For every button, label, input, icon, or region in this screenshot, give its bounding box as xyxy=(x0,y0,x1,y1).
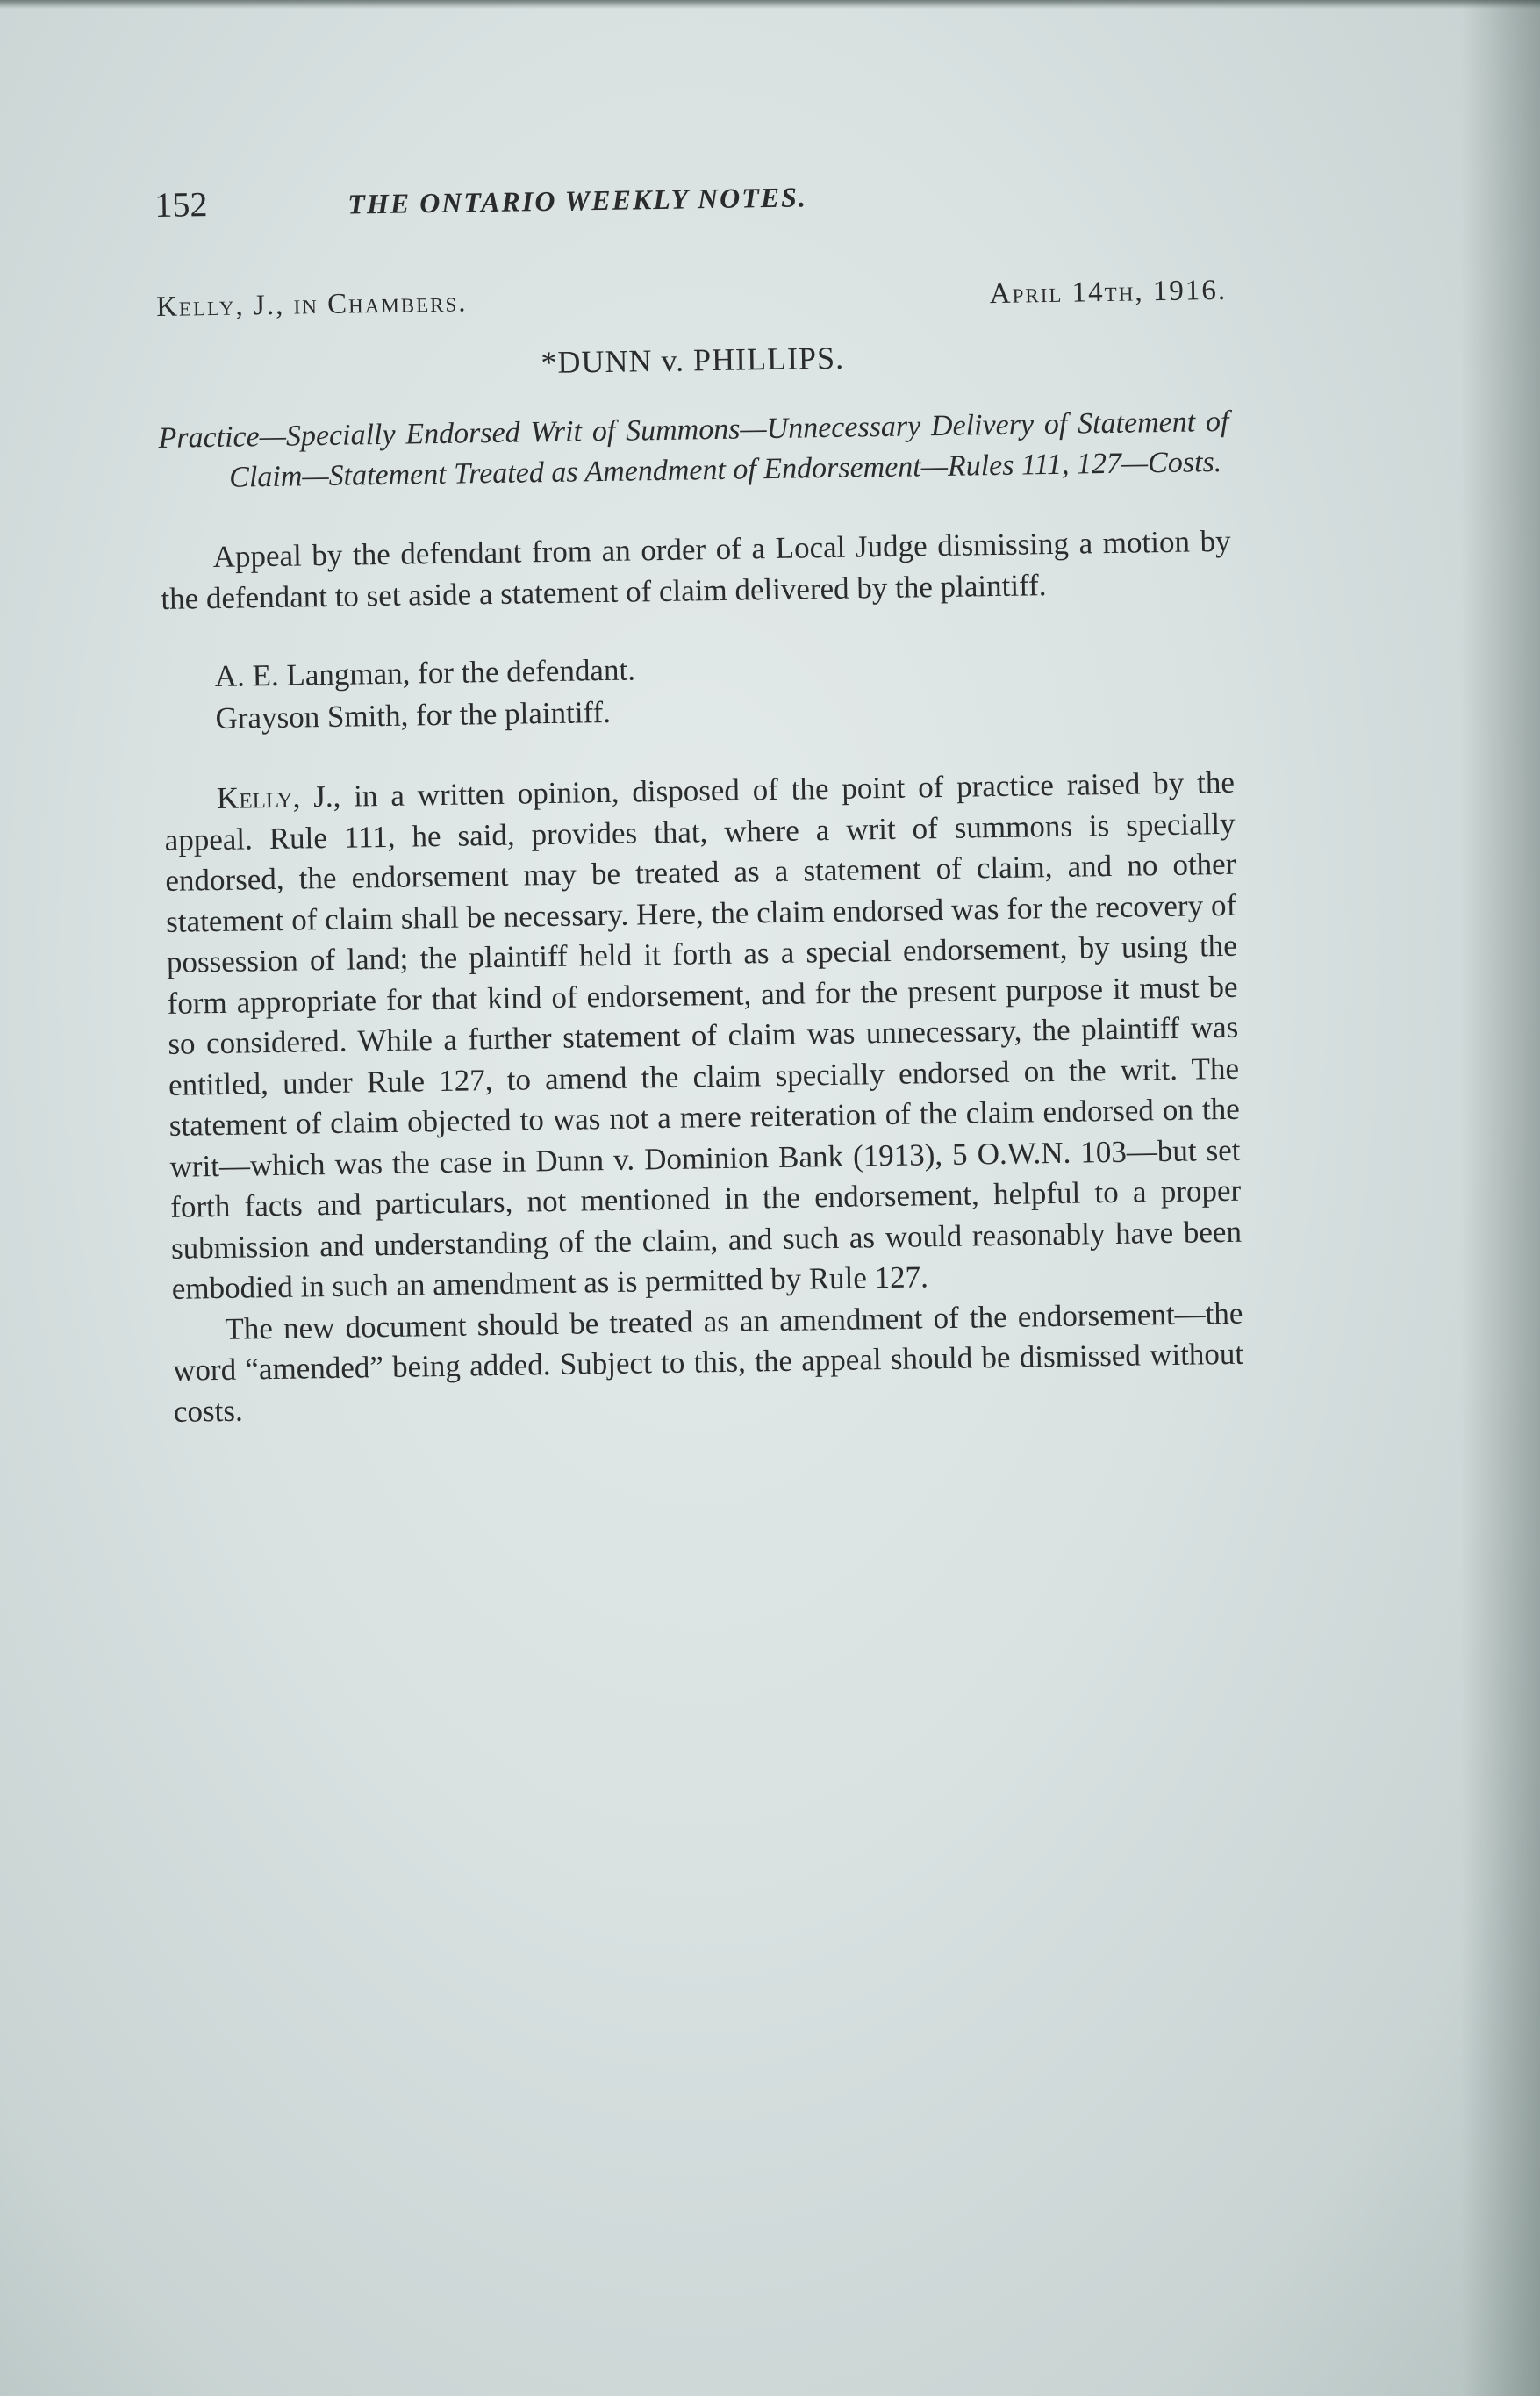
conclusion-paragraph: The new document should be treated as an amendment of the endorsement—the word “amended” being added. Subject to this, the appeal should be dismissed without costs. xyxy=(172,1295,1244,1429)
journal-title: THE ONTARIO WEEKLY NOTES. xyxy=(347,181,808,220)
opinion-judge-name: Kelly, J. xyxy=(216,778,333,815)
headnote: Practice—Specially Endorsed Writ of Summons—Unnecessary Delivery of Statement of Claim—Statement Treated as Amendment of Endorsement—Rules 111, 127—Costs. xyxy=(158,405,1229,494)
decision-date: April 14th, 1916. xyxy=(989,274,1228,311)
running-head xyxy=(154,168,1226,237)
counsel-list xyxy=(161,640,1233,741)
opinion-text: , in a written opinion, disposed of the point of practice raised by the appeal. Rule 111, he said, provides that, where a writ of summons is specially endorsed, the endorsement may be treated as a statement of claim, and no other statement of claim shall be necessary. Here, the claim endorsed was for the recovery of possession of land; the plaintiff held it forth as a special endorsement, by using the form appropriate for that kind of endorsement, and for the present purpose it must be so considered. While a further statement of claim was unnecessary, the plaintiff was entitled, under Rule 127, to amend the claim specially endorsed on the writ. The statement of claim objected to was not a mere reiteration of the claim endorsed on the writ—which was the case in Dunn v. Dominion Bank (1913), 5 O.W.N. 103—but set forth facts and particulars, not mentioned in the endorsement, helpful to a proper submission and understanding of the claim, and such as would reasonably have been embodied in such an amendment as is permitted by Rule 127. xyxy=(164,764,1243,1306)
page-top-edge xyxy=(0,0,1540,9)
counsel-plaintiff: Grayson Smith, for the plaintiff. xyxy=(215,694,612,735)
opinion-paragraph xyxy=(164,763,1243,1310)
appeal-paragraph: Appeal by the defendant from an order of a Local Judge dismissing a motion by the defendant to set aside a statement of claim delivered by the plaintiff. xyxy=(161,523,1231,616)
page-number: 152 xyxy=(154,184,208,225)
counsel-defendant: A. E. Langman, for the defendant. xyxy=(214,652,636,693)
court-line xyxy=(156,275,1227,324)
judge-chambers: Kelly, J., in Chambers. xyxy=(155,286,468,323)
page-content xyxy=(154,168,1244,1432)
case-title: *DUNN v. PHILLIPS. xyxy=(541,340,845,381)
